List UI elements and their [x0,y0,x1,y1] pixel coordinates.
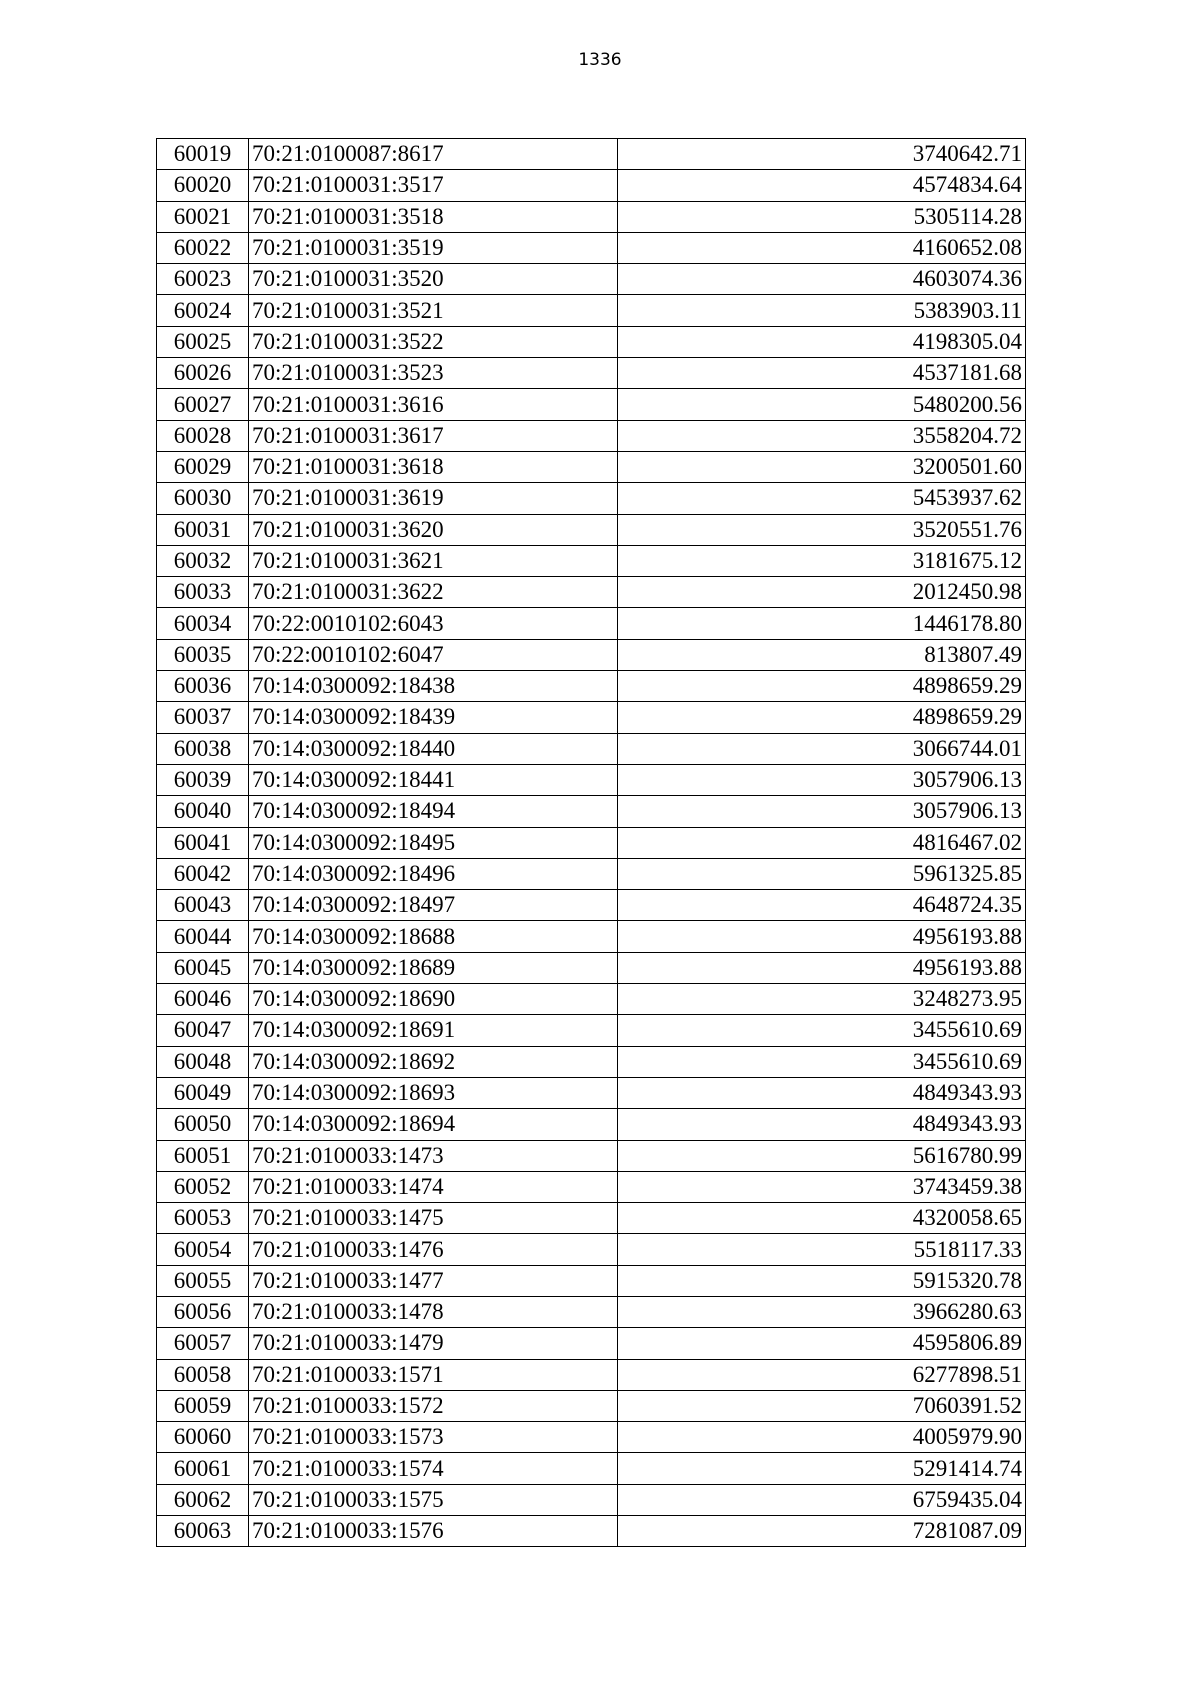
table-row [157,1453,1026,1484]
table-row [157,671,1026,702]
row-number-cell: 60027 [157,389,249,420]
table-row [157,1015,1026,1046]
table-row [157,890,1026,921]
table-row [157,984,1026,1015]
cadastral-value-cell: 3248273.95 [618,984,1026,1015]
table-row [157,764,1026,795]
cadastral-value-cell: 4160652.08 [618,232,1026,263]
table-row [157,1203,1026,1234]
cadastral-value-cell: 4849343.93 [618,1077,1026,1108]
table-row [157,1359,1026,1390]
row-number-cell: 60060 [157,1422,249,1453]
row-number-cell: 60043 [157,890,249,921]
cadastral-number-cell: 70:14:0300092:18494 [249,796,618,827]
table-row [157,1516,1026,1547]
cadastral-value-cell: 4537181.68 [618,358,1026,389]
cadastral-value-cell: 4005979.90 [618,1422,1026,1453]
row-number-cell: 60028 [157,420,249,451]
row-number-cell: 60025 [157,326,249,357]
cadastral-number-cell: 70:21:0100033:1573 [249,1422,618,1453]
row-number-cell: 60052 [157,1171,249,1202]
cadastral-value-cell: 4595806.89 [618,1328,1026,1359]
row-number-cell: 60035 [157,639,249,670]
cadastral-value-cell: 7281087.09 [618,1516,1026,1547]
cadastral-value-cell: 3966280.63 [618,1296,1026,1327]
row-number-cell: 60034 [157,608,249,639]
table-row [157,702,1026,733]
cadastral-number-cell: 70:21:0100033:1572 [249,1390,618,1421]
row-number-cell: 60061 [157,1453,249,1484]
cadastral-number-cell: 70:14:0300092:18688 [249,921,618,952]
table-row [157,483,1026,514]
row-number-cell: 60054 [157,1234,249,1265]
row-number-cell: 60058 [157,1359,249,1390]
cadastral-number-cell: 70:14:0300092:18440 [249,733,618,764]
cadastral-value-cell: 5616780.99 [618,1140,1026,1171]
cadastral-value-cell: 4849343.93 [618,1109,1026,1140]
cadastral-number-cell: 70:21:0100031:3518 [249,201,618,232]
cadastral-number-cell: 70:21:0100031:3517 [249,170,618,201]
table-row [157,577,1026,608]
table-row [157,952,1026,983]
cadastral-number-cell: 70:14:0300092:18690 [249,984,618,1015]
cadastral-value-cell: 4956193.88 [618,921,1026,952]
row-number-cell: 60020 [157,170,249,201]
cadastral-value-cell: 3520551.76 [618,514,1026,545]
table-row [157,796,1026,827]
table-row [157,1265,1026,1296]
row-number-cell: 60032 [157,545,249,576]
row-number-cell: 60039 [157,764,249,795]
cadastral-number-cell: 70:21:0100033:1479 [249,1328,618,1359]
row-number-cell: 60031 [157,514,249,545]
cadastral-number-cell: 70:21:0100031:3618 [249,451,618,482]
table-row [157,545,1026,576]
cadastral-number-cell: 70:21:0100033:1571 [249,1359,618,1390]
row-number-cell: 60053 [157,1203,249,1234]
row-number-cell: 60041 [157,827,249,858]
table-row [157,1484,1026,1515]
row-number-cell: 60059 [157,1390,249,1421]
cadastral-value-cell: 3057906.13 [618,796,1026,827]
cadastral-number-cell: 70:14:0300092:18497 [249,890,618,921]
page-number: 1336 [578,50,622,70]
table-row [157,1077,1026,1108]
row-number-cell: 60047 [157,1015,249,1046]
cadastral-value-cell: 6759435.04 [618,1484,1026,1515]
cadastral-number-cell: 70:14:0300092:18692 [249,1046,618,1077]
cadastral-number-cell: 70:14:0300092:18441 [249,764,618,795]
cadastral-value-cell: 3455610.69 [618,1046,1026,1077]
cadastral-value-cell: 5291414.74 [618,1453,1026,1484]
cadastral-number-cell: 70:14:0300092:18438 [249,671,618,702]
table-row [157,1109,1026,1140]
cadastral-number-cell: 70:14:0300092:18689 [249,952,618,983]
cadastral-value-cell: 3740642.71 [618,139,1026,170]
cadastral-value-cell: 813807.49 [618,639,1026,670]
cadastral-number-cell: 70:21:0100033:1476 [249,1234,618,1265]
cadastral-value-cell: 5915320.78 [618,1265,1026,1296]
cadastral-number-cell: 70:21:0100031:3616 [249,389,618,420]
cadastral-number-cell: 70:22:0010102:6047 [249,639,618,670]
cadastral-number-cell: 70:21:0100031:3619 [249,483,618,514]
row-number-cell: 60019 [157,139,249,170]
cadastral-value-cell: 3558204.72 [618,420,1026,451]
table-row [157,639,1026,670]
cadastral-value-cell: 3200501.60 [618,451,1026,482]
row-number-cell: 60050 [157,1109,249,1140]
table-row [157,389,1026,420]
cadastral-value-cell: 4898659.29 [618,671,1026,702]
row-number-cell: 60045 [157,952,249,983]
cadastral-value-cell: 4574834.64 [618,170,1026,201]
row-number-cell: 60049 [157,1077,249,1108]
cadastral-value-cell: 3057906.13 [618,764,1026,795]
row-number-cell: 60033 [157,577,249,608]
cadastral-number-cell: 70:21:0100033:1478 [249,1296,618,1327]
cadastral-number-cell: 70:22:0010102:6043 [249,608,618,639]
cadastral-number-cell: 70:21:0100033:1475 [249,1203,618,1234]
cadastral-value-cell: 5480200.56 [618,389,1026,420]
table-row [157,295,1026,326]
cadastral-number-cell: 70:21:0100033:1575 [249,1484,618,1515]
table-row [157,451,1026,482]
table-row [157,170,1026,201]
row-number-cell: 60021 [157,201,249,232]
cadastral-value-cell: 3181675.12 [618,545,1026,576]
cadastral-value-cell: 6277898.51 [618,1359,1026,1390]
cadastral-value-cell: 4956193.88 [618,952,1026,983]
cadastral-number-cell: 70:14:0300092:18693 [249,1077,618,1108]
table-row [157,733,1026,764]
cadastral-value-cell: 1446178.80 [618,608,1026,639]
table-row [157,201,1026,232]
table-row [157,1422,1026,1453]
row-number-cell: 60030 [157,483,249,514]
row-number-cell: 60057 [157,1328,249,1359]
table-row [157,1171,1026,1202]
row-number-cell: 60029 [157,451,249,482]
row-number-cell: 60040 [157,796,249,827]
cadastral-value-cell: 7060391.52 [618,1390,1026,1421]
row-number-cell: 60051 [157,1140,249,1171]
table-row [157,921,1026,952]
table-body [157,139,1026,1547]
table-row [157,326,1026,357]
cadastral-number-cell: 70:21:0100031:3621 [249,545,618,576]
cadastral-number-cell: 70:21:0100033:1574 [249,1453,618,1484]
table-row [157,1328,1026,1359]
cadastral-value-cell: 4320058.65 [618,1203,1026,1234]
row-number-cell: 60056 [157,1296,249,1327]
cadastral-value-cell: 4603074.36 [618,264,1026,295]
cadastral-value-cell: 3455610.69 [618,1015,1026,1046]
row-number-cell: 60055 [157,1265,249,1296]
row-number-cell: 60022 [157,232,249,263]
table-row [157,232,1026,263]
table-row [157,827,1026,858]
row-number-cell: 60044 [157,921,249,952]
cadastral-value-table [156,138,1026,1547]
cadastral-number-cell: 70:21:0100031:3522 [249,326,618,357]
cadastral-value-cell: 5453937.62 [618,483,1026,514]
cadastral-value-cell: 5383903.11 [618,295,1026,326]
cadastral-number-cell: 70:21:0100033:1474 [249,1171,618,1202]
cadastral-number-cell: 70:21:0100031:3519 [249,232,618,263]
table-row [157,264,1026,295]
table-row [157,1140,1026,1171]
cadastral-value-cell: 3066744.01 [618,733,1026,764]
row-number-cell: 60023 [157,264,249,295]
cadastral-value-cell: 3743459.38 [618,1171,1026,1202]
cadastral-value-cell: 4198305.04 [618,326,1026,357]
cadastral-number-cell: 70:14:0300092:18496 [249,858,618,889]
row-number-cell: 60062 [157,1484,249,1515]
cadastral-value-cell: 4816467.02 [618,827,1026,858]
cadastral-value-cell: 4898659.29 [618,702,1026,733]
table-row [157,1234,1026,1265]
cadastral-number-cell: 70:14:0300092:18439 [249,702,618,733]
cadastral-number-cell: 70:14:0300092:18694 [249,1109,618,1140]
table-row [157,420,1026,451]
row-number-cell: 60048 [157,1046,249,1077]
table-row [157,358,1026,389]
row-number-cell: 60026 [157,358,249,389]
cadastral-number-cell: 70:14:0300092:18495 [249,827,618,858]
table-row [157,1390,1026,1421]
cadastral-number-cell: 70:21:0100033:1576 [249,1516,618,1547]
cadastral-number-cell: 70:21:0100031:3617 [249,420,618,451]
cadastral-number-cell: 70:21:0100087:8617 [249,139,618,170]
cadastral-value-cell: 5518117.33 [618,1234,1026,1265]
cadastral-number-cell: 70:14:0300092:18691 [249,1015,618,1046]
cadastral-number-cell: 70:21:0100033:1477 [249,1265,618,1296]
cadastral-number-cell: 70:21:0100031:3521 [249,295,618,326]
cadastral-value-cell: 5305114.28 [618,201,1026,232]
row-number-cell: 60036 [157,671,249,702]
row-number-cell: 60037 [157,702,249,733]
table-row [157,139,1026,170]
cadastral-value-cell: 2012450.98 [618,577,1026,608]
row-number-cell: 60042 [157,858,249,889]
table-row [157,1296,1026,1327]
cadastral-number-cell: 70:21:0100031:3523 [249,358,618,389]
table-row [157,1046,1026,1077]
table-row [157,608,1026,639]
cadastral-value-cell: 4648724.35 [618,890,1026,921]
cadastral-number-cell: 70:21:0100031:3620 [249,514,618,545]
row-number-cell: 60046 [157,984,249,1015]
table-row [157,858,1026,889]
row-number-cell: 60038 [157,733,249,764]
cadastral-number-cell: 70:21:0100031:3622 [249,577,618,608]
cadastral-number-cell: 70:21:0100033:1473 [249,1140,618,1171]
table-row [157,514,1026,545]
cadastral-number-cell: 70:21:0100031:3520 [249,264,618,295]
cadastral-value-cell: 5961325.85 [618,858,1026,889]
row-number-cell: 60063 [157,1516,249,1547]
row-number-cell: 60024 [157,295,249,326]
